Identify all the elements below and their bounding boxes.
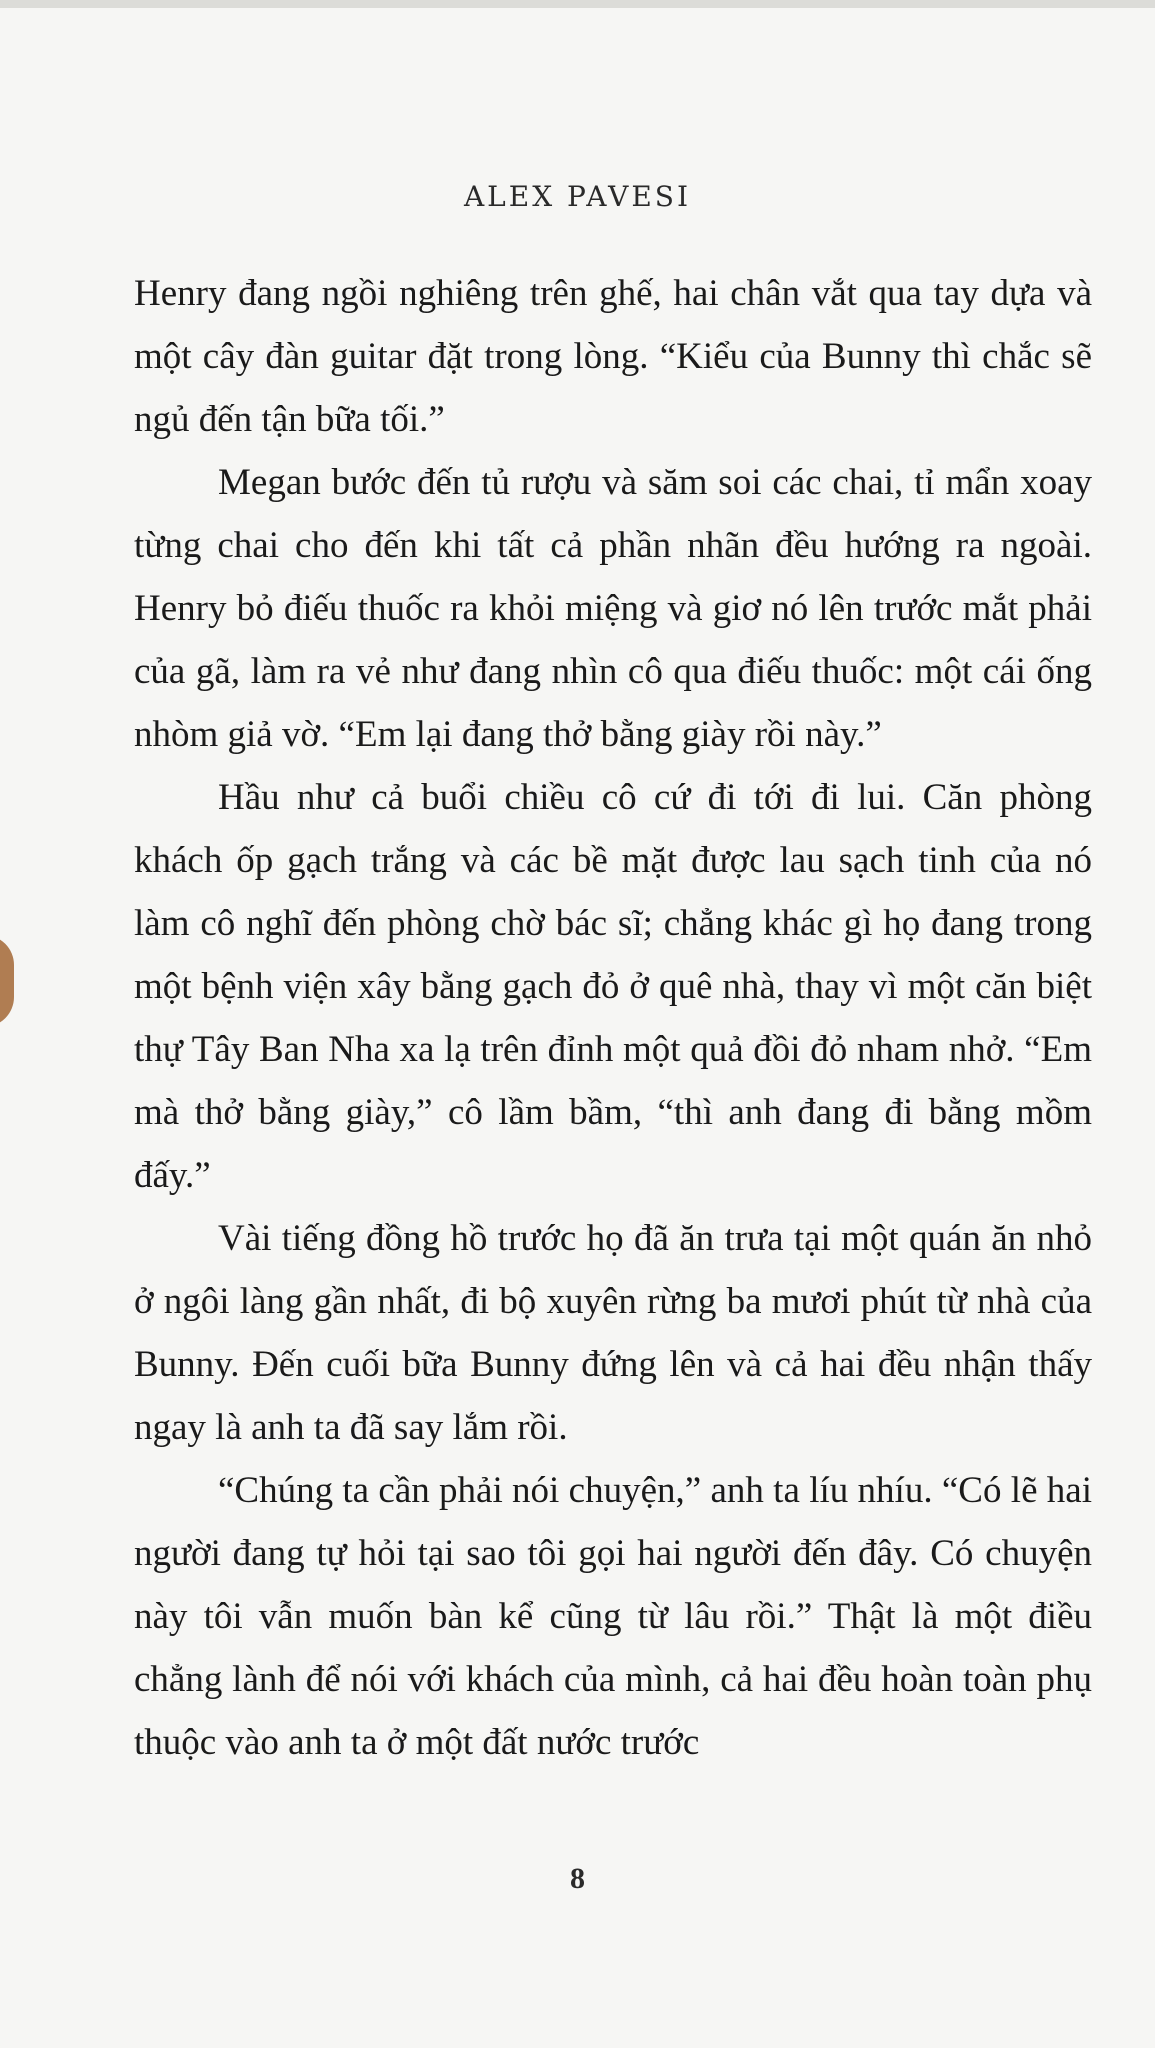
paragraph: Hầu như cả buổi chiều cô cứ đi tới đi lui. Căn phòng khách ốp gạch trắng và các bề mặt được lau sạch tinh của nó làm cô nghĩ đến phòng chờ bác sĩ; chẳng khác gì họ đang trong một bệnh viện xây bằng gạch đỏ ở quê nhà, thay vì một căn biệt thự Tây Ban Nha xa lạ trên đỉnh một quả đồi đỏ nham nhở. “Em mà thở bằng giày,” cô lầm bầm, “thì anh đang đi bằng mồm đấy.” — [134, 777, 1092, 1196]
paragraph: Megan bước đến tủ rượu và săm soi các chai, tỉ mẩn xoay từng chai cho đến khi tất cả phần nhãn đều hướng ra ngoài. Henry bỏ điếu thuốc ra khỏi miệng và giơ nó lên trước mắt phải của gã, làm ra vẻ như đang nhìn cô qua điếu thuốc: một cái ống nhòm giả vờ. “Em lại đang thở bằng giày rồi này.” — [134, 462, 1092, 755]
body-text — [134, 262, 1092, 1774]
paragraph: “Chúng ta cần phải nói chuyện,” anh ta líu nhíu. “Có lẽ hai người đang tự hỏi tại sao tôi gọi hai người đến đây. Có chuyện này tôi vẫn muốn bàn kể cũng từ lâu rồi.” Thật là một điều chẳng lành để nói với khách của mình, cả hai đều hoàn toàn phụ thuộc vào anh ta ở một đất nước trước — [134, 1470, 1092, 1763]
running-head: ALEX PAVESI — [463, 180, 692, 213]
page-edge-mark — [0, 935, 14, 1027]
paragraph: Vài tiếng đồng hồ trước họ đã ăn trưa tại một quán ăn nhỏ ở ngôi làng gần nhất, đi bộ xuyên rừng ba mươi phút từ nhà của Bunny. Đến cuối bữa Bunny đứng lên và cả hai đều nhận thấy ngay là anh ta đã say lắm rồi. — [134, 1218, 1092, 1448]
paragraph: Henry đang ngồi nghiêng trên ghế, hai chân vắt qua tay dựa và một cây đàn guitar đặt trong lòng. “Kiểu của Bunny thì chắc sẽ ngủ đến tận bữa tối.” — [134, 273, 1092, 440]
page-number: 8 — [570, 1862, 585, 1895]
